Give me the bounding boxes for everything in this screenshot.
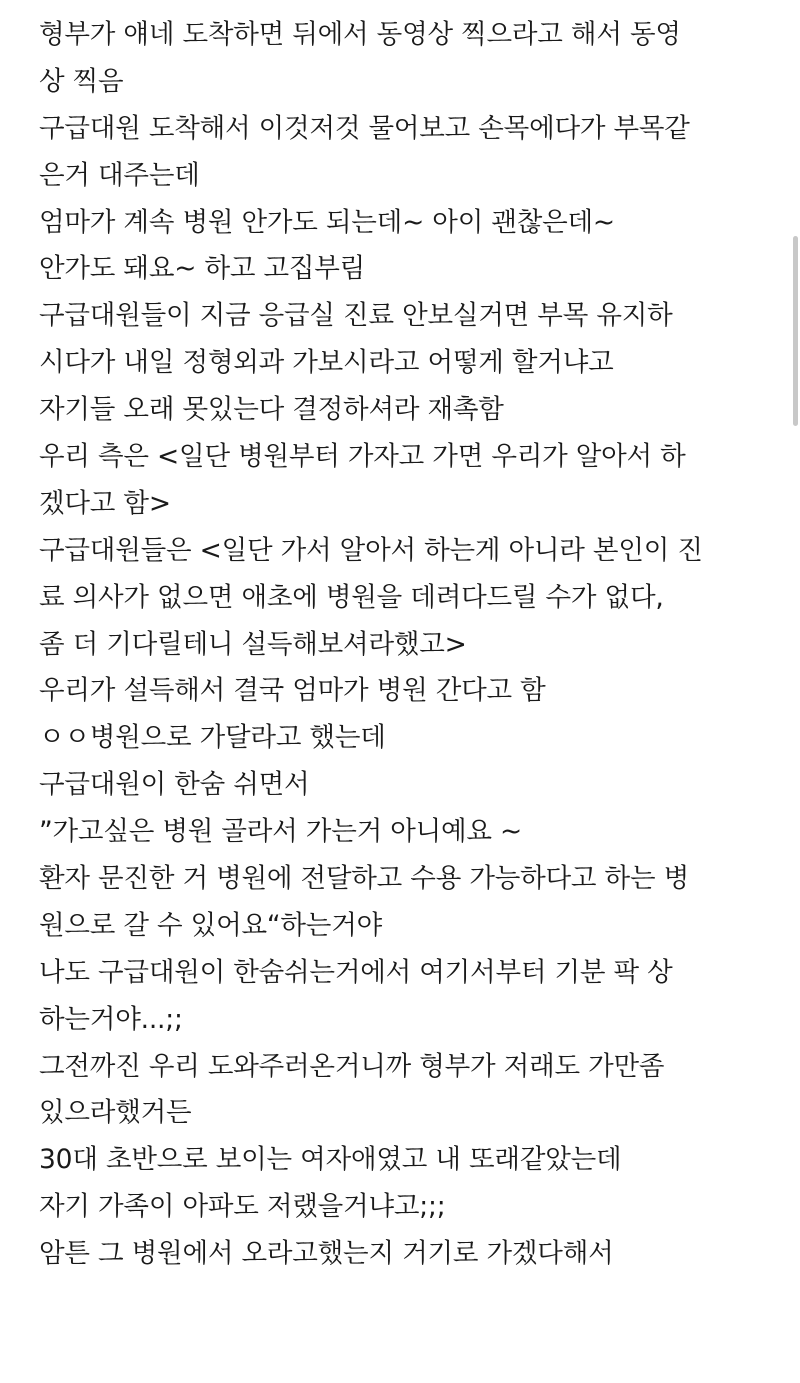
text-line: 암튼 그 병원에서 오라고했는지 거기로 가겠다해서 xyxy=(39,1238,614,1270)
text-line: 자기 가족이 아파도 저랬을거냐고;;; xyxy=(39,1191,446,1223)
text-line: 그전까진 우리 도와주러온거니까 형부가 저래도 가만좀 xyxy=(39,1050,665,1082)
text-line: 환자 문진한 거 병원에 전달하고 수용 가능하다고 하는 병 xyxy=(39,863,689,895)
text-line: 안가도 돼요~ 하고 고집부림 xyxy=(39,253,366,285)
text-line: 구급대원들이 지금 응급실 진료 안보실거면 부목 유지하 xyxy=(39,300,673,332)
text-line: 료 의사가 없으면 애초에 병원을 데려다드릴 수가 없다, xyxy=(39,581,664,613)
text-line: 상 찍음 xyxy=(39,65,124,97)
text-line: 30대 초반으로 보이는 여자애였고 내 또래같았는데 xyxy=(39,1144,622,1176)
text-line: 우리가 설득해서 결국 엄마가 병원 간다고 함 xyxy=(39,675,546,707)
text-line: 원으로 갈 수 있어요“하는거야 xyxy=(39,909,382,941)
text-line: 엄마가 계속 병원 안가도 되는데~ 아이 괜찮은데~ xyxy=(39,206,615,238)
text-line: ”가고싶은 병원 골라서 가는거 아니예요 ~ xyxy=(39,816,523,848)
bottom-edge xyxy=(0,1369,800,1383)
text-line: 시다가 내일 정형외과 가보시라고 어떻게 할거냐고 xyxy=(39,347,614,379)
text-line: 하는거야...;; xyxy=(39,1003,183,1035)
text-line: 우리 측은 <일단 병원부터 가자고 가면 우리가 알아서 하 xyxy=(39,441,686,473)
text-line: 자기들 오래 못있는다 결정하셔라 재촉함 xyxy=(39,394,504,426)
text-line: 구급대원들은 <일단 가서 알아서 하는게 아니라 본인이 진 xyxy=(39,534,703,566)
text-line: 구급대원이 한숨 쉬면서 xyxy=(39,769,310,801)
scrollbar-thumb[interactable] xyxy=(793,236,798,426)
text-line: 형부가 얘네 도착하면 뒤에서 동영상 찍으라고 해서 동영 xyxy=(39,19,681,50)
text-line: ㅇㅇ병원으로 가달라고 했는데 xyxy=(39,722,386,754)
text-line: 구급대원 도착해서 이것저것 물어보고 손목에다가 부목같 xyxy=(39,112,690,144)
text-line: 좀 더 기다릴테니 설득해보셔라했고> xyxy=(39,628,467,660)
text-line: 은거 대주는데 xyxy=(39,159,200,191)
text-line: 겠다고 함> xyxy=(39,487,171,519)
text-line: 있으라했거든 xyxy=(39,1097,192,1129)
post-text xyxy=(39,12,779,1278)
text-line: 나도 구급대원이 한숨쉬는거에서 여기서부터 기분 팍 상 xyxy=(39,956,673,988)
